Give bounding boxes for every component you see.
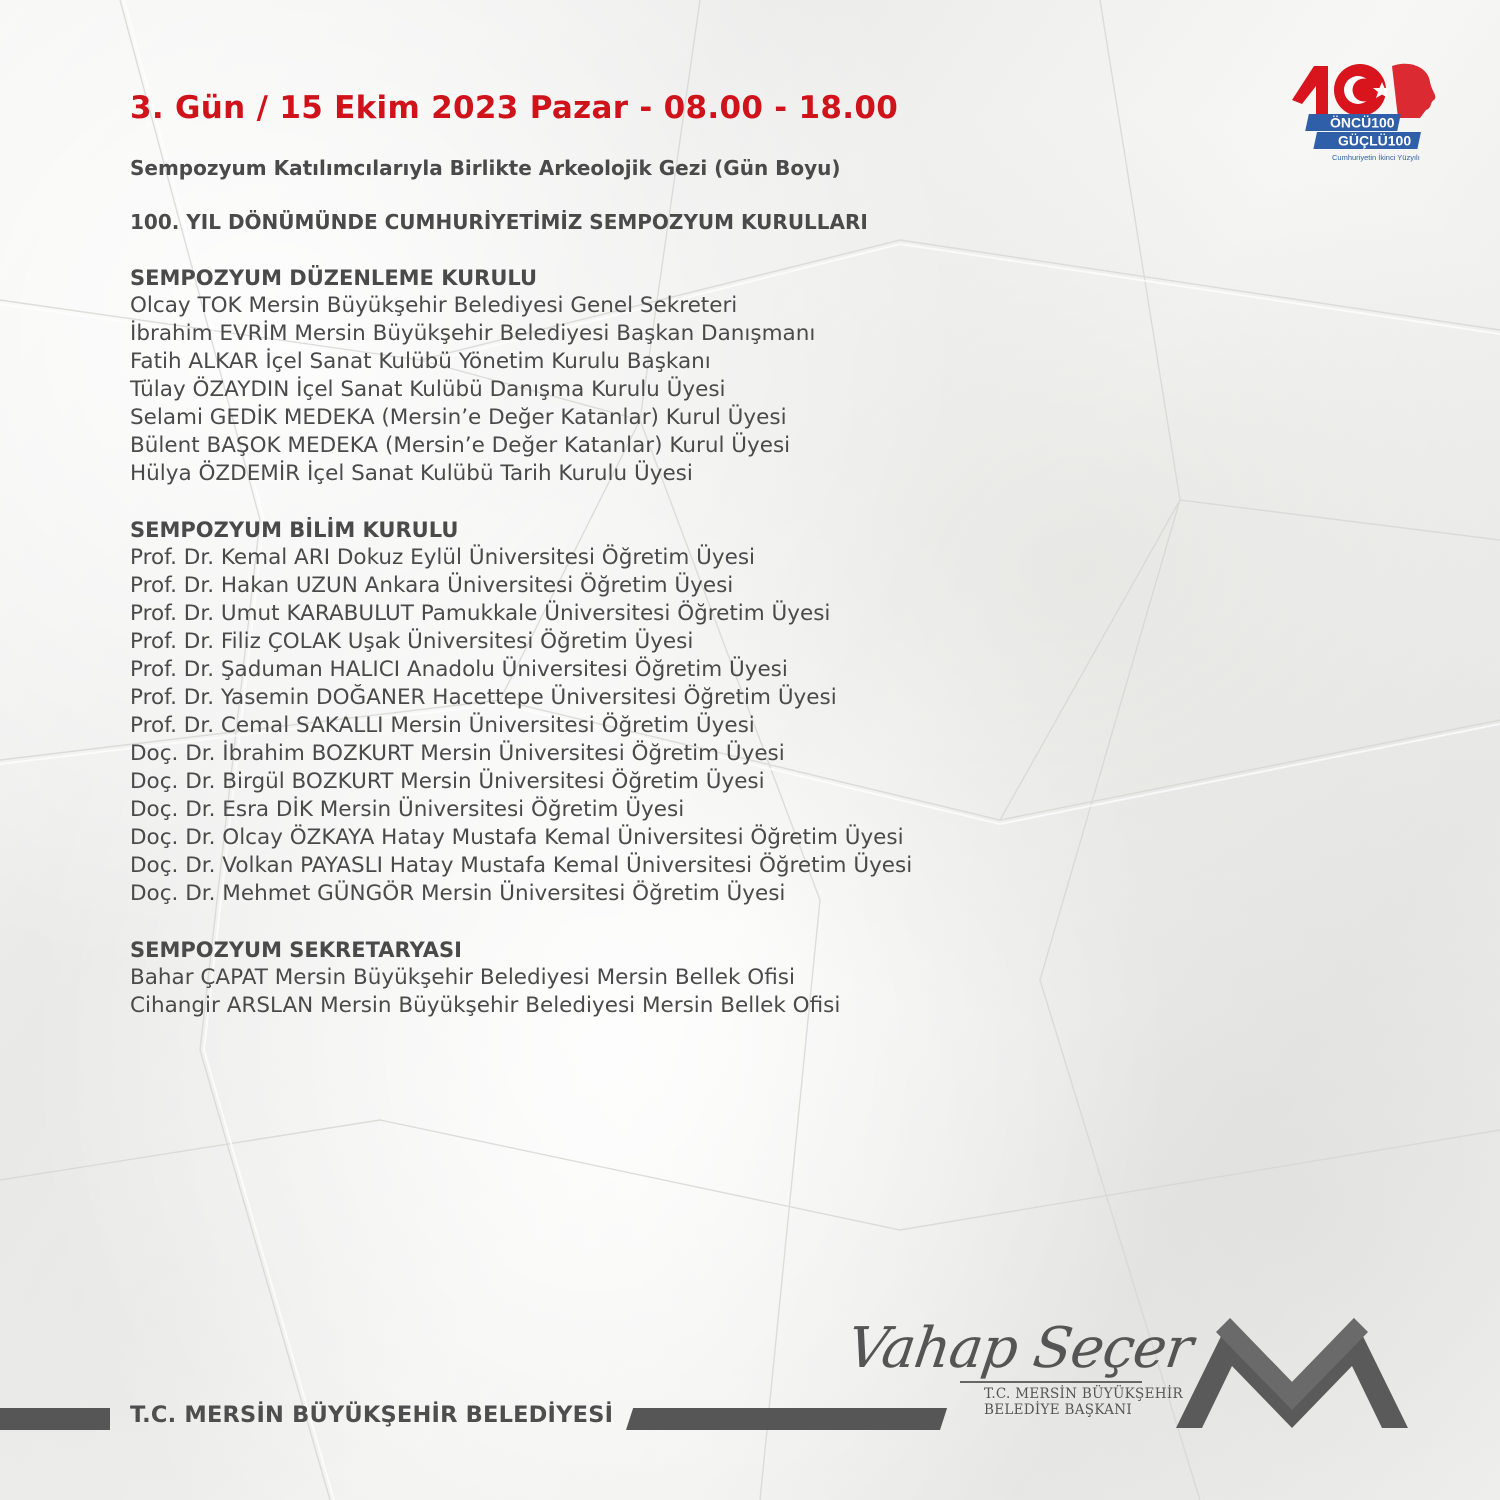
day-activity: Sempozyum Katılımcılarıyla Birlikte Arkeolojik Gezi (Gün Boyu) <box>130 156 841 180</box>
member-line: Bülent BAŞOK MEDEKA (Mersin’e Değer Katanlar) Kurul Üyesi <box>130 433 791 458</box>
mayor-signature: Vahap Seçer <box>843 1316 1197 1381</box>
member-line: Olcay TOK Mersin Büyükşehir Belediyesi Genel Sekreteri <box>130 293 738 318</box>
member-line: Prof. Dr. Cemal SAKALLI Mersin Üniversitesi Öğretim Üyesi <box>130 713 755 738</box>
member-line: Doç. Dr. İbrahim BOZKURT Mersin Üniversitesi Öğretim Üyesi <box>130 741 785 766</box>
member-line: Doç. Dr. Birgül BOZKURT Mersin Üniversitesi Öğretim Üyesi <box>130 769 765 794</box>
secretariat <box>130 936 1210 1020</box>
member-line: Prof. Dr. Şaduman HALICI Anadolu Üniversitesi Öğretim Üyesi <box>130 657 788 682</box>
program-content <box>130 88 1210 1020</box>
member-line: Hülya ÖZDEMİR İçel Sanat Kulübü Tarih Kurulu Üyesi <box>130 461 693 486</box>
member-line: Tülay ÖZAYDIN İçel Sanat Kulübü Danışma Kurulu Üyesi <box>130 377 726 402</box>
signature-underline <box>960 1381 1142 1383</box>
science-committee <box>130 516 1210 908</box>
organizing-committee <box>130 264 1210 488</box>
member-line: Prof. Dr. Yasemin DOĞANER Hacettepe Üniversitesi Öğretim Üyesi <box>130 685 837 710</box>
mayor-title-line2: BELEDİYE BAŞKANI <box>984 1402 1132 1418</box>
boards-title: 100. YIL DÖNÜMÜNDE CUMHURİYETİMİZ SEMPOZYUM KURULLARI <box>130 210 868 234</box>
section-title: SEMPOZYUM SEKRETARYASI <box>130 938 462 962</box>
badge-tagline: Cumhuriyetin İkinci Yüzyılı <box>1332 153 1420 162</box>
member-line: Prof. Dr. Hakan UZUN Ankara Üniversitesi Öğretim Üyesi <box>130 573 734 598</box>
member-line: Cihangir ARSLAN Mersin Büyükşehir Belediyesi Mersin Bellek Ofisi <box>130 993 841 1018</box>
org-name: T.C. MERSİN BÜYÜKŞEHİR BELEDİYESİ <box>130 1402 614 1428</box>
member-line: Prof. Dr. Kemal ARI Dokuz Eylül Üniversitesi Öğretim Üyesi <box>130 545 756 570</box>
member-line: Doç. Dr. Volkan PAYASLI Hatay Mustafa Kemal Üniversitesi Öğretim Üyesi <box>130 853 913 878</box>
footer-bar-left <box>0 1408 110 1430</box>
member-line: Selami GEDİK MEDEKA (Mersin’e Değer Katanlar) Kurul Üyesi <box>130 405 787 430</box>
member-line: İbrahim EVRİM Mersin Büyükşehir Belediyesi Başkan Danışmanı <box>130 321 816 346</box>
footer-bar-middle <box>626 1408 947 1430</box>
badge-one-shape <box>1292 66 1328 114</box>
member-line: Doç. Dr. Esra DİK Mersin Üniversitesi Öğretim Üyesi <box>130 797 685 822</box>
badge-line2: GÜÇLÜ100 <box>1338 132 1412 149</box>
section-title: SEMPOZYUM BİLİM KURULU <box>130 518 459 542</box>
centennial-badge-logo <box>1288 52 1460 164</box>
mayor-title-line1: T.C. MERSİN BÜYÜKŞEHİR <box>984 1386 1183 1402</box>
day-heading: 3. Gün / 15 Ekim 2023 Pazar - 08.00 - 18.00 <box>130 90 899 126</box>
profile-silhouette <box>1392 64 1435 118</box>
section-title: SEMPOZYUM DÜZENLEME KURULU <box>130 266 538 290</box>
mersin-m-logo-icon <box>1172 1310 1412 1442</box>
badge-line1: ÖNCÜ100 <box>1330 114 1395 131</box>
member-line: Doç. Dr. Olcay ÖZKAYA Hatay Mustafa Kemal Üniversitesi Öğretim Üyesi <box>130 825 904 850</box>
member-line: Prof. Dr. Filiz ÇOLAK Uşak Üniversitesi Öğretim Üyesi <box>130 629 694 654</box>
member-line: Prof. Dr. Umut KARABULUT Pamukkale Üniversitesi Öğretim Üyesi <box>130 601 831 626</box>
member-line: Bahar ÇAPAT Mersin Büyükşehir Belediyesi Mersin Bellek Ofisi <box>130 965 795 990</box>
member-line: Doç. Dr. Mehmet GÜNGÖR Mersin Üniversitesi Öğretim Üyesi <box>130 881 786 906</box>
mayor-title <box>984 1386 1183 1418</box>
member-line: Fatih ALKAR İçel Sanat Kulübü Yönetim Kurulu Başkanı <box>130 349 711 374</box>
